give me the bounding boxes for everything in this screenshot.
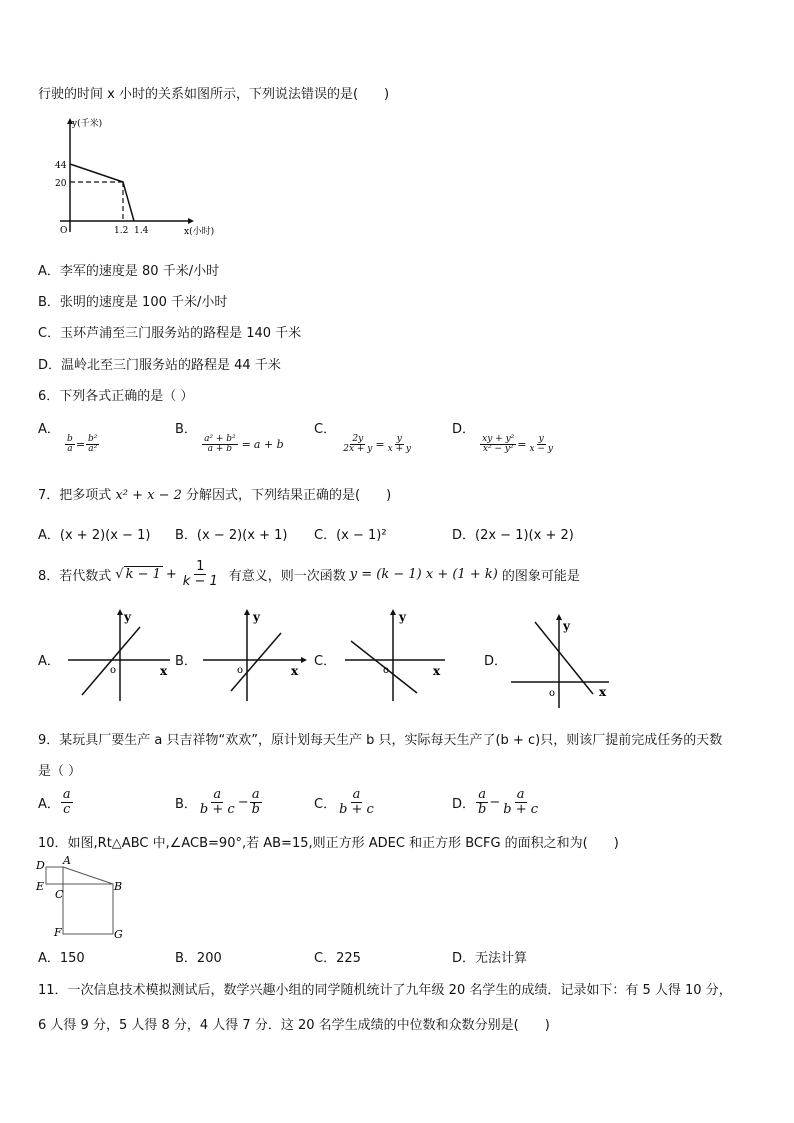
q8a-o: o [110, 665, 117, 676]
q8-sqrt-arg: k − 1 [125, 566, 161, 582]
q6d-rnum: y [538, 434, 544, 444]
fig-label-c: C [55, 888, 64, 901]
graph-y-label: y(千米) [72, 119, 103, 129]
q8d-y: y [563, 619, 570, 633]
q6-option-b[interactable] [175, 418, 284, 455]
q9-label-a: A． [38, 796, 60, 812]
q6a-rden: a² [88, 444, 98, 455]
q8d-x: x [599, 685, 607, 699]
q8-label-c[interactable]: C． [314, 654, 337, 669]
q8-suffix: 的图象可能是 [501, 568, 580, 584]
q6a-lden: a [67, 444, 73, 455]
q5-option-c[interactable]: C．玉环芦浦至三门服务站的路程是 140 千米 [38, 326, 302, 341]
q6d-lnum: xy + y² [482, 434, 515, 444]
q6c-rnum: y [396, 434, 402, 444]
q9d-f1den: b [478, 801, 487, 817]
q10-stem: 10．如图,Rt△ABC 中,∠ACB=90°,若 AB=15,则正方形 ADEC 和正方形 BCFG 的面积之和为( ) [38, 836, 619, 851]
q6a-lnum: b [67, 434, 73, 444]
q9-option-c[interactable] [314, 788, 377, 816]
q9d-f2num: a [516, 787, 525, 802]
q9-label-c: C． [314, 796, 337, 812]
q9-stem-line2: 是（ ） [38, 764, 82, 779]
graph-origin: O [60, 226, 68, 236]
q9d-f1num: a [478, 787, 487, 802]
q7-option-d[interactable]: D．(2x − 1)(x + 2) [452, 528, 574, 543]
q6b-lnum: a² + b² [204, 434, 236, 444]
q8a-x: x [160, 664, 168, 678]
q10-squares-figure [34, 854, 134, 940]
q6c-lden: 2x + y [343, 444, 373, 455]
q6a-eq: = [75, 438, 86, 452]
q6d-rden: x − y [529, 444, 553, 455]
q6b-lden: a + b [207, 444, 233, 455]
q8-frac-den: k − 1 [182, 573, 218, 589]
q7-expr: x² + x − 2 [115, 488, 182, 503]
q8c-y: y [399, 610, 406, 624]
q9-label-d: D． [452, 796, 476, 812]
q9a-den: c [63, 801, 71, 817]
q8-stem [38, 560, 580, 588]
graph-x-label: x(小时) [184, 227, 215, 237]
q6-label-d: D． [452, 422, 476, 437]
q10-option-d[interactable]: D．无法计算 [452, 951, 528, 966]
q6c-rden: x + y [387, 444, 412, 455]
q8b-o: o [237, 665, 244, 676]
q9c-den: b + c [339, 801, 374, 817]
q8-func: y = (k − 1) x + (1 + k) [349, 566, 498, 582]
q7-option-c[interactable]: C．(x − 1)² [314, 528, 387, 543]
q5-option-d[interactable]: D．温岭北至三门服务站的路程是 44 千米 [38, 358, 281, 373]
q8d-o: o [549, 688, 556, 699]
q8-frac-num: 1 [196, 559, 205, 574]
q10-option-b[interactable]: B．200 [175, 951, 222, 966]
q9-option-d[interactable] [452, 788, 541, 816]
q6-label-c: C． [314, 422, 337, 437]
q6-label-a: A． [38, 422, 60, 437]
q8-label-b[interactable]: B． [175, 654, 197, 669]
q6b-rhs: a + b [253, 438, 284, 452]
q7-stem [38, 484, 391, 503]
fig-label-g: G [114, 928, 123, 940]
fig-label-d: D [36, 859, 45, 872]
q8-label-d[interactable]: D． [484, 654, 508, 669]
q6-option-c[interactable] [314, 418, 414, 455]
fig-label-e: E [36, 880, 45, 893]
q8-plus: + [165, 566, 177, 582]
q7-suffix: 分解因式，下列结果正确的是( ) [186, 488, 392, 503]
q6-option-d[interactable] [452, 418, 556, 455]
q8c-o: o [383, 665, 390, 676]
q5-option-b[interactable]: B．张明的速度是 100 千米/小时 [38, 295, 228, 310]
q8b-y: y [253, 610, 260, 624]
q5-option-a[interactable]: A．李军的速度是 80 千米/小时 [38, 264, 220, 279]
graph-y-tick-44: 44 [55, 161, 67, 171]
q9b-f1num: a [213, 787, 222, 802]
q9-option-a[interactable] [38, 788, 74, 816]
q8-sqrt: √ k − 1 [115, 566, 161, 582]
q5-stem: 行驶的时间 x 小时的关系如图所示，下列说法错误的是( ) [38, 87, 390, 102]
q8-graph-b[interactable] [195, 605, 315, 705]
fig-label-f: F [54, 926, 62, 939]
q9b-f1den: b + c [199, 801, 235, 817]
q9d-f2den: b + c [503, 801, 539, 817]
q6c-eq: = [375, 438, 385, 452]
q8-graph-d[interactable] [505, 612, 615, 712]
q9b-f2den: b [251, 801, 260, 817]
q9-label-b: B． [175, 796, 197, 812]
q9b-minus: − [237, 794, 249, 810]
q8a-y: y [124, 610, 131, 624]
q9a-num: a [62, 787, 71, 802]
graph-x-tick-1.2: 1.2 [114, 226, 129, 236]
q6a-rnum: b² [88, 434, 98, 444]
q9c-num: a [352, 787, 361, 802]
q11-stem-line1: 11．一次信息技术模拟测试后，数学兴趣小组的同学随机统计了九年级 20 名学生的成绩．记录如下：有 5 人得 10 分， [38, 983, 732, 998]
q11-stem-line2: 6 人得 9 分，5 人得 8 分，4 人得 7 分．这 20 名学生成绩的中位数和众数分别是( ) [38, 1018, 550, 1033]
q8-mid: 有意义，则一次函数 [228, 568, 346, 584]
q6-label-b: B． [175, 422, 197, 437]
q7-prefix: 7．把多项式 [38, 488, 112, 503]
q8b-x: x [291, 664, 299, 678]
q10-option-c[interactable]: C．225 [314, 951, 361, 966]
q7-option-b[interactable]: B．(x − 2)(x + 1) [175, 528, 288, 543]
graph-x-tick-1.4: 1.4 [134, 226, 149, 236]
q6-option-a[interactable] [38, 418, 100, 455]
q10-option-a[interactable]: A．150 [38, 951, 85, 966]
q9-stem-line1: 9．某玩具厂要生产 a 只吉祥物“欢欢”，原计划每天生产 b 只，实际每天生产了(b + c)只，则该厂提前完成任务的天数 [38, 733, 723, 748]
q9b-f2num: a [251, 787, 260, 802]
q6d-lden: x² − y² [482, 444, 514, 455]
q8-graph-c[interactable] [335, 605, 455, 705]
q9-option-b[interactable] [175, 788, 263, 816]
q8-prefix: 8．若代数式 [38, 568, 112, 584]
q6b-eq: = [241, 438, 251, 452]
q7-option-a[interactable]: A．(x + 2)(x − 1) [38, 528, 151, 543]
q6-stem: 6．下列各式正确的是（ ） [38, 389, 194, 404]
graph-y-tick-20: 20 [55, 179, 67, 189]
fig-label-a: A [63, 854, 71, 867]
fig-label-b: B [114, 880, 123, 893]
q5-distance-graph [50, 112, 220, 242]
q8-graph-a[interactable] [60, 605, 180, 705]
q6c-lnum: 2y [352, 434, 364, 444]
q8c-x: x [433, 664, 441, 678]
q9d-minus: − [489, 794, 501, 810]
q6d-eq: = [517, 438, 527, 452]
q8-label-a[interactable]: A． [38, 654, 60, 669]
